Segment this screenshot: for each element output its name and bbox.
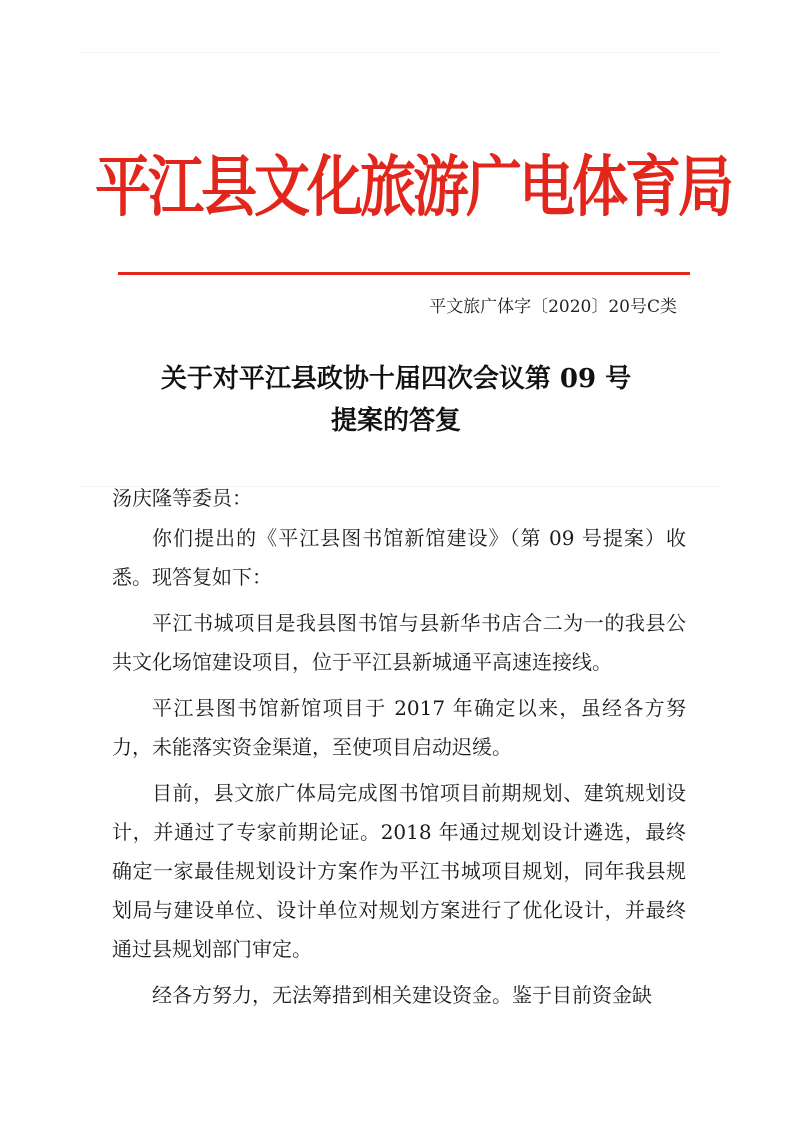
document-title-line-2: 提案的答复 bbox=[330, 406, 461, 436]
document-number: 平文旅广体字〔2020〕20号C类 bbox=[429, 297, 677, 317]
red-header-rule bbox=[118, 272, 690, 275]
body-paragraph: 平江书城项目是我县图书馆与县新华书店合二为一的我县公共文化场馆建设项目，位于平江县新城通平高速连接线。 bbox=[112, 611, 686, 674]
document-title bbox=[96, 358, 696, 442]
scan-artifact-line bbox=[80, 52, 720, 53]
body-paragraph: 经各方努力，无法筹措到相关建设资金。鉴于目前资金缺 bbox=[152, 983, 652, 1007]
body-paragraph: 目前，县文旅广体局完成图书馆项目前期规划、建筑规划设计，并通过了专家前期论证。2018 年通过规划设计遴选，最终确定一家最佳规划设计方案作为平江书城项目规划，同年我县规划局与建设单位、设计单位对规划方案进行了优化设计，并最终通过县规划部门审定。 bbox=[112, 781, 686, 961]
document-title-line-1: 关于对平江县政协十届四次会议第 09 号 bbox=[160, 364, 632, 394]
agency-header-title: 平江县文化旅游广电体育局 bbox=[95, 148, 731, 226]
document-body bbox=[112, 479, 686, 1022]
body-paragraph: 你们提出的《平江县图书馆新馆建设》（第 09 号提案）收悉。现答复如下： bbox=[112, 526, 686, 589]
salutation: 汤庆隆等委员： bbox=[112, 486, 252, 510]
body-paragraph: 平江县图书馆新馆项目于 2017 年确定以来，虽经各方努力，未能落实资金渠道，至使项目启动迟缓。 bbox=[112, 696, 686, 759]
